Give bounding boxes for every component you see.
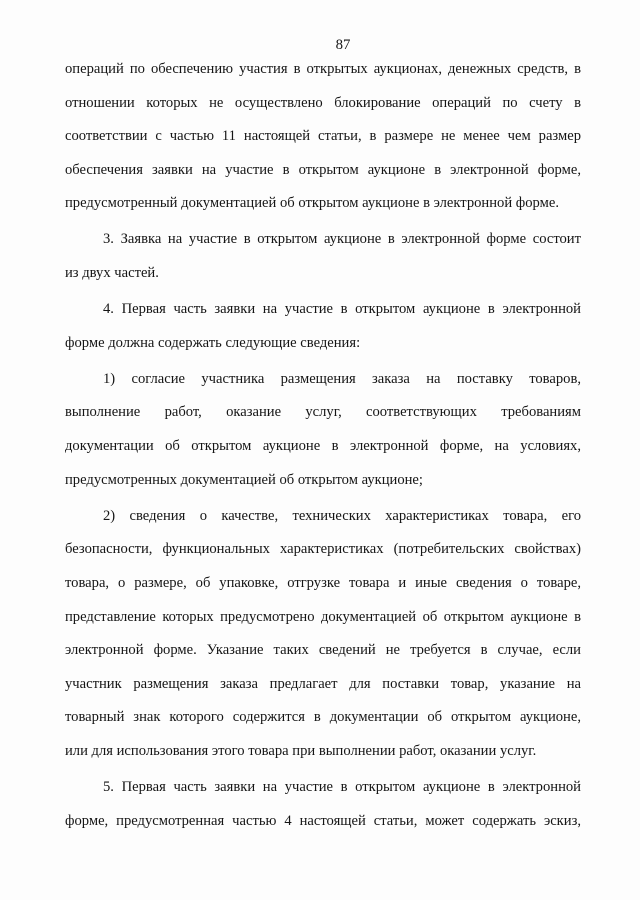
- text-line: предусмотренных документацией об открытом аукционе;: [65, 471, 423, 488]
- paragraph: [65, 363, 581, 497]
- paragraph: [65, 771, 581, 838]
- text-line: обеспечения заявки на участие в открытом аукционе в электронной форме,: [65, 161, 581, 178]
- text-line: участник размещения заказа предлагает для поставки товар, указание на: [65, 675, 581, 692]
- paragraph: [65, 53, 581, 221]
- text-line: документации об открытом аукционе в электронной форме, на условиях,: [65, 438, 581, 455]
- text-line: 5. Первая часть заявки на участие в открытом аукционе в электронной: [103, 778, 581, 795]
- text-line: форме должна содержать следующие сведения:: [65, 334, 361, 351]
- page-number: 87: [335, 37, 351, 53]
- text-line: товарный знак которого содержится в документации об открытом аукционе,: [65, 709, 581, 726]
- text-line: представление которых предусмотрено документацией об открытом аукционе в: [65, 608, 581, 625]
- text-line: из двух частей.: [65, 265, 159, 282]
- text-line: 2) сведения о качестве, технических характеристиках товара, его: [103, 507, 581, 524]
- paragraph: [65, 223, 581, 290]
- paragraph: [65, 293, 581, 360]
- text-line: безопасности, функциональных характеристиках (потребительских свойствах): [65, 541, 581, 558]
- text-line: отношении которых не осуществлено блокирование операций по счету в: [65, 94, 581, 111]
- text-line: электронной форме. Указание таких сведений не требуется в случае, если: [65, 642, 581, 659]
- text-line: 3. Заявка на участие в открытом аукционе в электронной форме состоит: [103, 231, 581, 248]
- document-body: [65, 53, 581, 838]
- text-line: форме, предусмотренная частью 4 настоящей статьи, может содержать эскиз,: [65, 812, 581, 829]
- text-line: товара, о размере, об упаковке, отгрузке товара и иные сведения о товаре,: [65, 574, 581, 591]
- text-line: операций по обеспечению участия в открытых аукционах, денежных средств, в: [65, 61, 581, 77]
- text-line: 4. Первая часть заявки на участие в открытом аукционе в электронной: [103, 301, 581, 318]
- text-line: соответствии с частью 11 настоящей статьи, в размере не менее чем размер: [65, 128, 581, 145]
- text-line: 1) согласие участника размещения заказа на поставку товаров,: [103, 370, 581, 387]
- paragraph: [65, 500, 581, 769]
- text-line: выполнение работ, оказание услуг, соответствующих требованиям: [65, 404, 581, 421]
- text-line: предусмотренный документацией об открытом аукционе в электронной форме.: [65, 195, 559, 212]
- text-line: или для использования этого товара при выполнении работ, оказании услуг.: [65, 742, 537, 759]
